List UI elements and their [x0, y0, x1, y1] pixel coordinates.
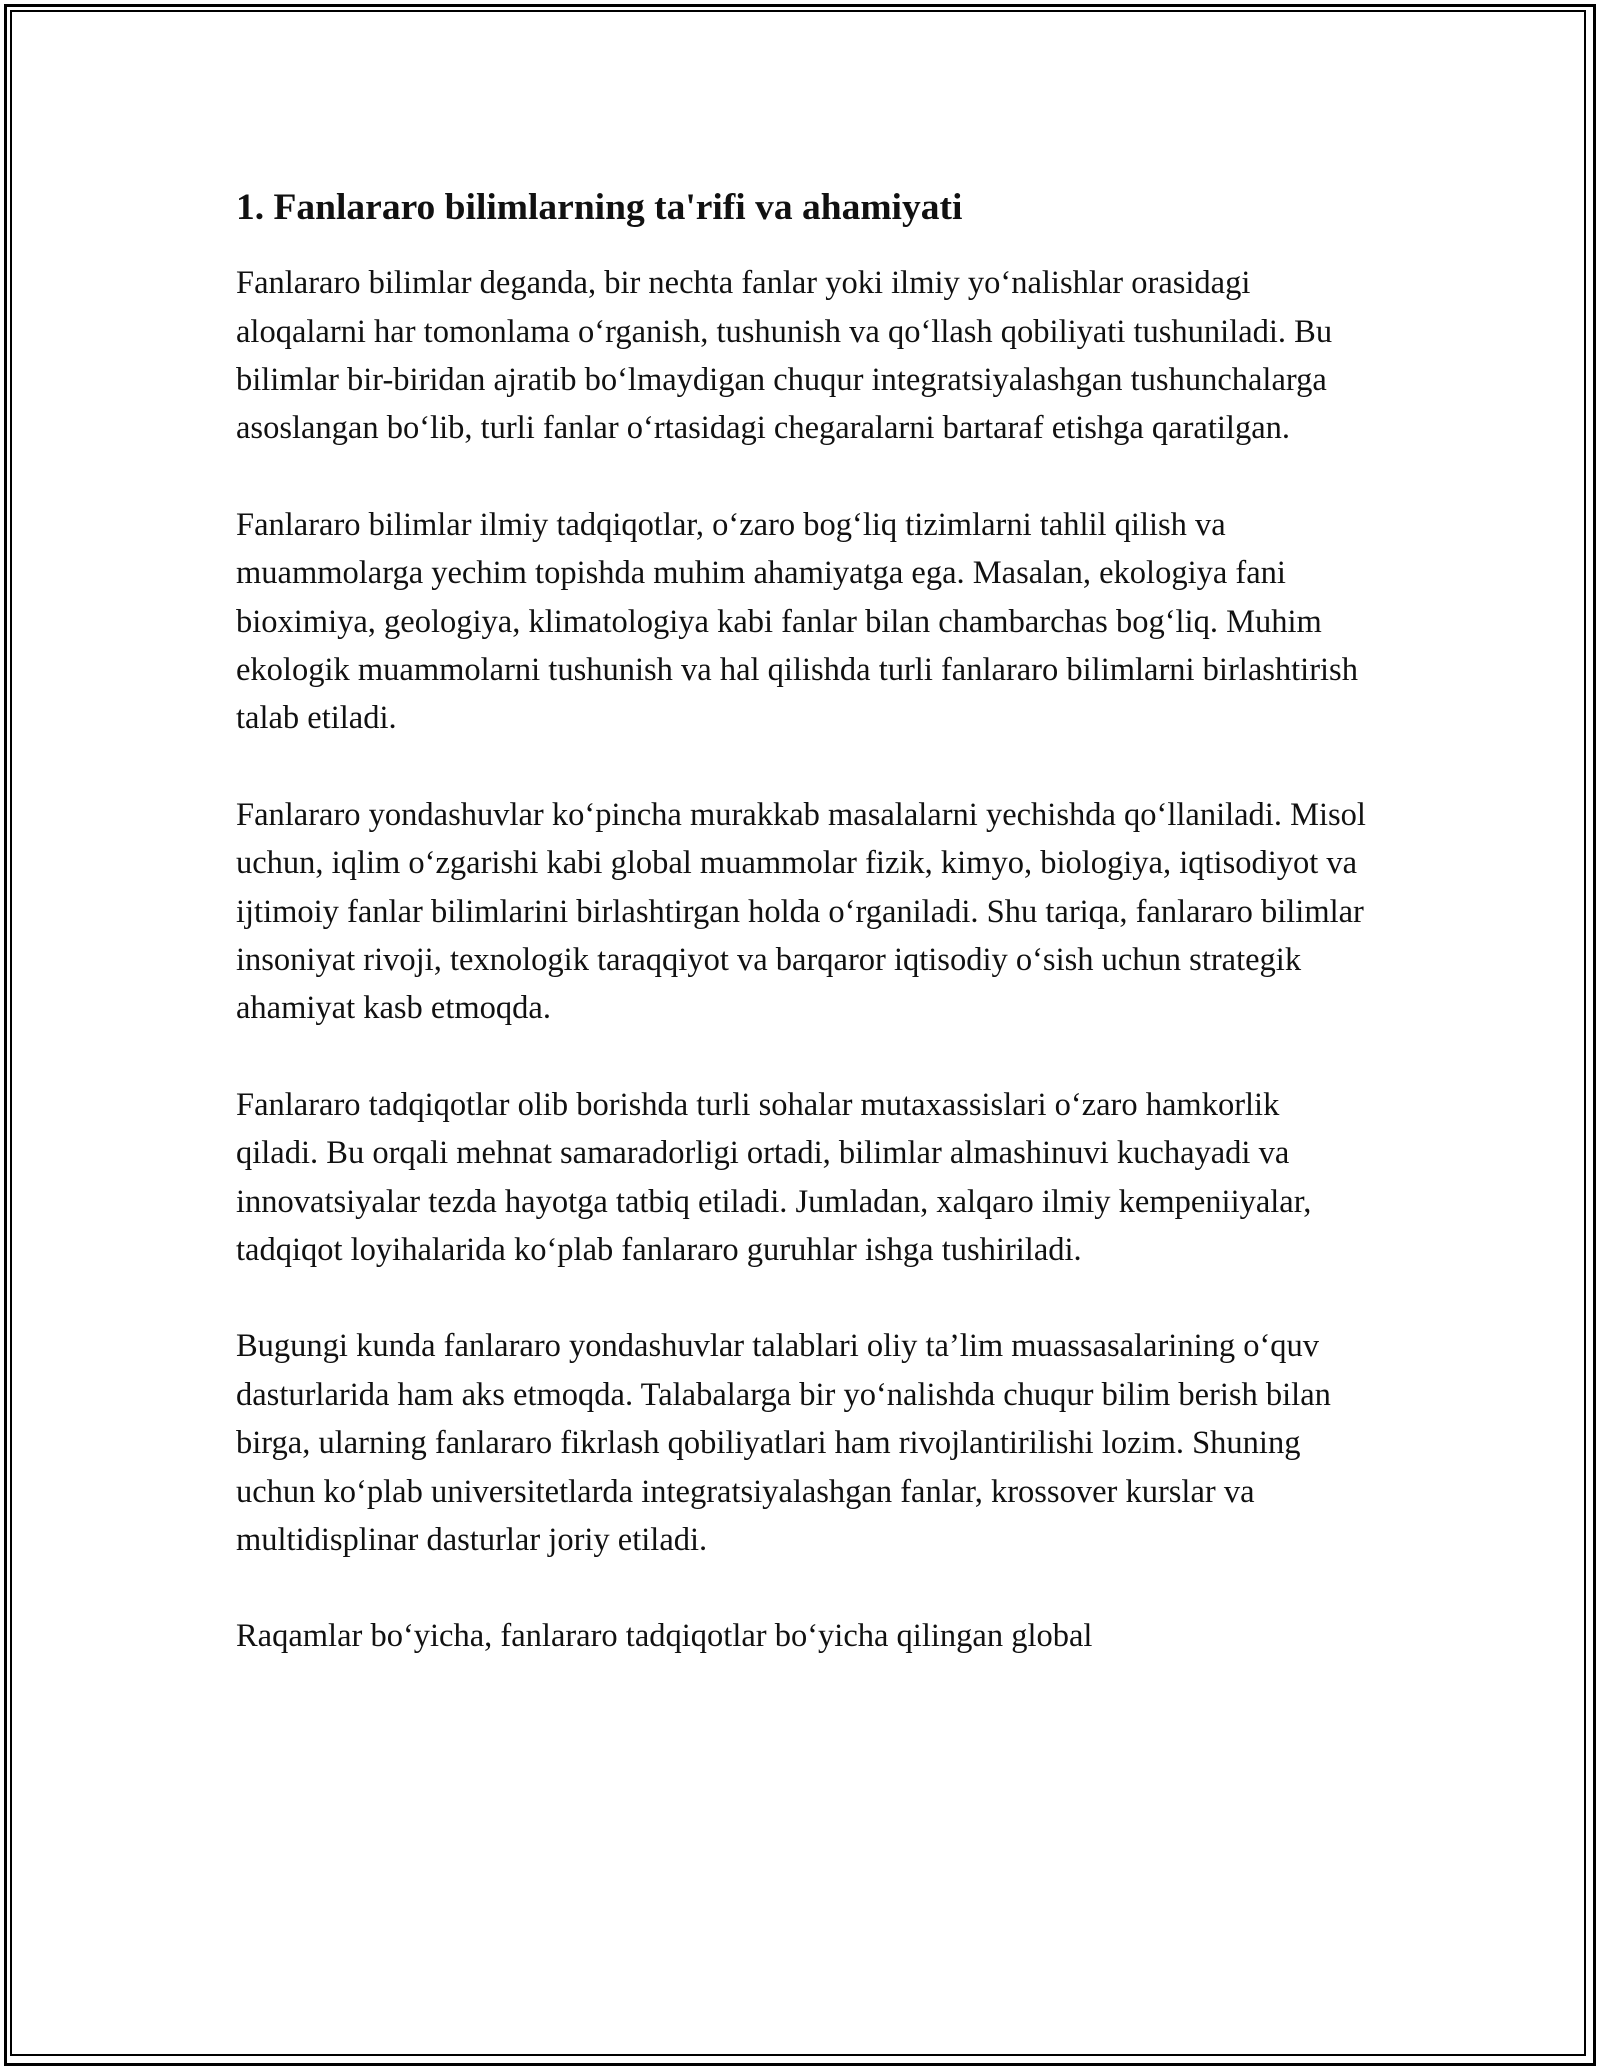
- section-heading: 1. Fanlararo bilimlarning ta'rifi va ahamiyati: [236, 187, 963, 228]
- paragraph-higher-education: Bugungi kunda fanlararo yondashuvlar talablari oliy ta’lim muassasalarining oʻquv dasturlarida ham aks etmoqda. Talabalarga bir yoʻnalishda chuqur bilim berish bilan birga, ularning fanlararo fikrlash qobiliyatlari ham rivojlantirilishi lozim. Shuning uchun koʻplab universitetlarda integratsiyalashgan fanlar, krossover kurslar va multidisplinar dasturlar joriy etiladi.: [236, 1328, 1331, 1559]
- paragraph-research-importance: Fanlararo bilimlar ilmiy tadqiqotlar, oʻzaro bogʻliq tizimlarni tahlil qilish va muammolarga yechim topishda muhim ahamiyatga ega. Masalan, ekologiya fani bioximiya, geologiya, klimatologiya kabi fanlar bilan chambarchas bogʻliq. Muhim ekologik muammolarni tushunish va hal qilishda turli fanlararo bilimlarni birlashtirish talab etiladi.: [236, 506, 1358, 737]
- paragraph-statistics: Raqamlar boʻyicha, fanlararo tadqiqotlar boʻyicha qilingan global: [236, 1618, 1093, 1655]
- document-page: [236, 186, 1366, 1709]
- paragraph-interdisciplinary-approaches: Fanlararo yondashuvlar koʻpincha murakkab masalalarni yechishda qoʻllaniladi. Misol uchun, iqlim oʻzgarishi kabi global muammolar fizik, kimyo, biologiya, iqtisodiyot va ijtimoiy fanlar bilimlarini birlashtirgan holda oʻrganiladi. Shu tariqa, fanlararo bilimlar insoniyat rivoji, texnologik taraqqiyot va barqaror iqtisodiy oʻsish uchun strategik ahamiyat kasb etmoqda.: [236, 796, 1366, 1027]
- paragraph-collaboration: Fanlararo tadqiqotlar olib borishda turli sohalar mutaxassislari oʻzaro hamkorlik qiladi. Bu orqali mehnat samaradorligi ortadi, bilimlar almashinuvi kuchayadi va innovatsiyalar tezda hayotga tatbiq etiladi. Jumladan, xalqaro ilmiy kempeniiyalar, tadqiqot loyihalarida koʻplab fanlararo guruhlar ishga tushiriladi.: [236, 1086, 1312, 1269]
- paragraph-definition: Fanlararo bilimlar deganda, bir nechta fanlar yoki ilmiy yoʻnalishlar orasidagi aloqalarni har tomonlama oʻrganish, tushunish va qoʻllash qobiliyati tushuniladi. Bu bilimlar bir-biridan ajratib boʻlmaydigan chuqur integratsiyalashgan tushunchalarga asoslangan boʻlib, turli fanlar oʻrtasidagi chegaralarni bartaraf etishga qaratilgan.: [236, 265, 1333, 447]
